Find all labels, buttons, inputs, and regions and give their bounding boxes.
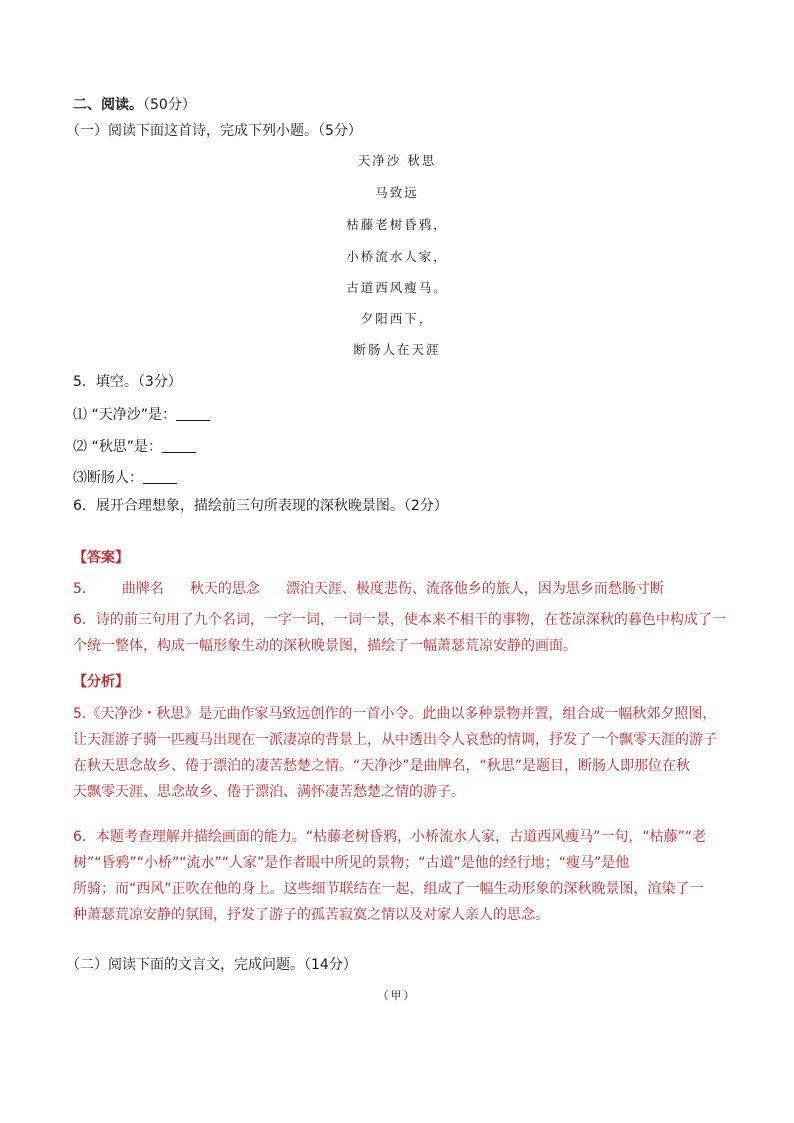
analysis-6 <box>73 824 723 928</box>
poem-author: 马致远 <box>375 185 419 200</box>
analysis-6-line: 所骑；而“西风”正吹在他的身上。这些细节联结在一起，组成了一幅生动形象的深秋晚景图，渲染了一 <box>73 881 704 897</box>
answer-blank[interactable] <box>143 469 177 484</box>
part2-instruction: （二）阅读下面的文言文，完成问题。（14分） <box>66 957 357 973</box>
answer-6 <box>73 607 726 659</box>
analysis-6-line: 树”“昏鸦”“小桥”“流水”“人家”是作者眼中所见的景物；“古道”是他的经行地；“瘦马”是他 <box>73 855 630 871</box>
analysis-5-line: 让天涯游子骑一匹瘦马出现在一派凄凉的背景上，从中透出令人哀愁的情调，抒发了一个飘零天涯的游子 <box>73 732 717 748</box>
question-5-item-1-label: ⑴ “天净沙”是： <box>73 407 176 423</box>
section-title: 二、阅读。 <box>73 97 143 113</box>
answer-6-line: 个统一整体，构成一幅形象生动的深秋晚景图，描绘了一幅萧瑟荒凉安静的画面。 <box>73 638 577 654</box>
analysis-5-line: 天飘零天涯、思念故乡、倦于漂泊、满怀凄苦愁楚之情的游子。 <box>73 784 465 800</box>
analysis-6-line: 6．本题考查理解并描绘画面的能力。“枯藤老树昏鸦，小桥流水人家，古道西风瘦马”一句，“枯藤”“老 <box>73 829 707 845</box>
answer-blank[interactable] <box>176 406 210 421</box>
answer-label: 【答案】 <box>73 550 129 566</box>
poem-line-4: 夕阳西下， <box>360 311 434 326</box>
question-5-item-3-label: ⑶断肠人： <box>73 470 143 486</box>
analysis-6-line: 种萧瑟荒凉安静的氛围，抒发了游子的孤苦寂寞之情以及对家人亲人的思念。 <box>73 907 549 923</box>
answer-6-line: 6．诗的前三句用了九个名词，一字一词，一词一景，使本来不相干的事物，在苍凉深秋的暮色中构成了一 <box>73 612 726 628</box>
question-5-item-3 <box>73 468 177 488</box>
question-5: 5．填空。（3分） <box>73 374 182 390</box>
question-5-item-2 <box>73 437 196 457</box>
answer-5-part-1: 曲牌名 <box>121 581 164 597</box>
answer-5 <box>73 579 664 599</box>
poem-line-3: 古道西风瘦马。 <box>346 280 448 295</box>
answer-5-num: 5． <box>73 581 96 597</box>
part2-sub-title: （甲） <box>377 989 417 1002</box>
answer-5-part-3: 漂泊天涯、极度悲伤、流落他乡的旅人，因为思乡而愁肠寸断 <box>285 581 664 597</box>
question-5-item-1 <box>73 405 210 425</box>
poem-line-1: 枯藤老树昏鸦， <box>346 217 448 232</box>
analysis-5-line: 5.《天净沙・秋思》是元曲作家马致远创作的一首小令。此曲以多种景物并置，组合成一幅秋郊夕照图， <box>73 706 717 722</box>
analysis-5-line: 在秋天思念故乡、倦于漂泊的凄苦愁楚之情。“天净沙”是曲牌名，“秋思”是题目，断肠人即那位在秋 <box>73 758 691 774</box>
poem-line-5: 断肠人在天涯 <box>353 342 441 357</box>
answer-5-part-2: 秋天的思念 <box>189 581 260 597</box>
answer-blank[interactable] <box>162 438 196 453</box>
analysis-5 <box>73 701 723 805</box>
question-5-item-2-label: ⑵ “秋思”是： <box>73 439 162 455</box>
question-6: 6．展开合理想象，描绘前三句所表现的深秋晚景图。（2分） <box>73 498 448 514</box>
poem-line-2: 小桥流水人家， <box>346 249 448 264</box>
section-heading <box>73 95 196 115</box>
part1-instruction: （一）阅读下面这首诗，完成下列小题。（5分） <box>66 123 362 139</box>
analysis-label: 【分析】 <box>73 674 129 690</box>
section-score: （50分） <box>143 97 196 113</box>
poem-title: 天净沙 秋思 <box>357 153 437 168</box>
